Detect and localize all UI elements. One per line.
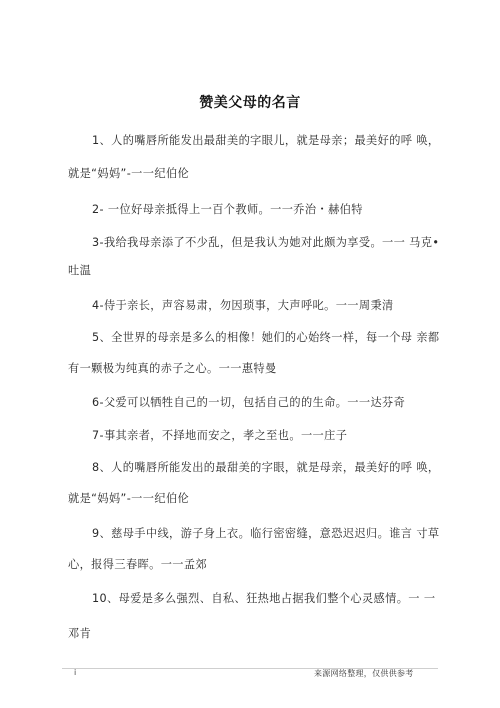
text-line: 9、慈母手中线，游子身上衣。临行密密缝，意恐迟迟归。谁言 寸草	[92, 527, 440, 540]
page-title: 赞美父母的名言	[199, 95, 301, 111]
text-line: 5、全世界的母亲是多么的相像！她们的心始终一样，每一个母 亲都	[92, 331, 440, 344]
text-line: 1、人的嘴唇所能发出最甜美的字眼儿，就是母亲；最美好的呼 唤，	[92, 134, 440, 147]
text-line: 10、母爱是多么强烈、自私、狂热地占据我们整个心灵感情。一 一	[92, 592, 436, 605]
text-line: 吐温	[68, 264, 92, 277]
footer-source-note: 来源网络整理，仅供供参考	[314, 669, 414, 678]
text-line: 就是“妈妈”-一一纪伯伦	[68, 167, 190, 180]
text-line: 6-父爱可以牺牲自己的一切，包括自己的的生命。一一达芬奇	[92, 396, 406, 409]
text-line: 7-事其亲者，不择地而安之，孝之至也。一一庄子	[92, 429, 348, 442]
text-line: 就是“妈妈”-一一纪伯伦	[68, 492, 190, 505]
text-line: 邓肯	[68, 627, 92, 640]
footer-page-marker: i	[74, 668, 77, 677]
text-line: 有一颗极为纯真的赤子之心。一一惠特曼	[68, 362, 277, 375]
text-line: 3-我给我母亲添了不少乱，但是我认为她对此颇为享受。一一 马克•	[92, 236, 440, 249]
text-line: 4-侍于亲长，声容易肃，勿因琐事，大声呼叱。一一周秉清	[92, 299, 394, 312]
text-line: 8、人的嘴唇所能发出的最甜美的字眼，就是母亲，最美好的呼 唤，	[92, 461, 440, 474]
text-line: 心，报得三春晖。一一孟郊	[68, 558, 208, 571]
text-line: 2- 一位好母亲抵得上一百个教师。一一乔治・赫伯特	[92, 203, 363, 216]
